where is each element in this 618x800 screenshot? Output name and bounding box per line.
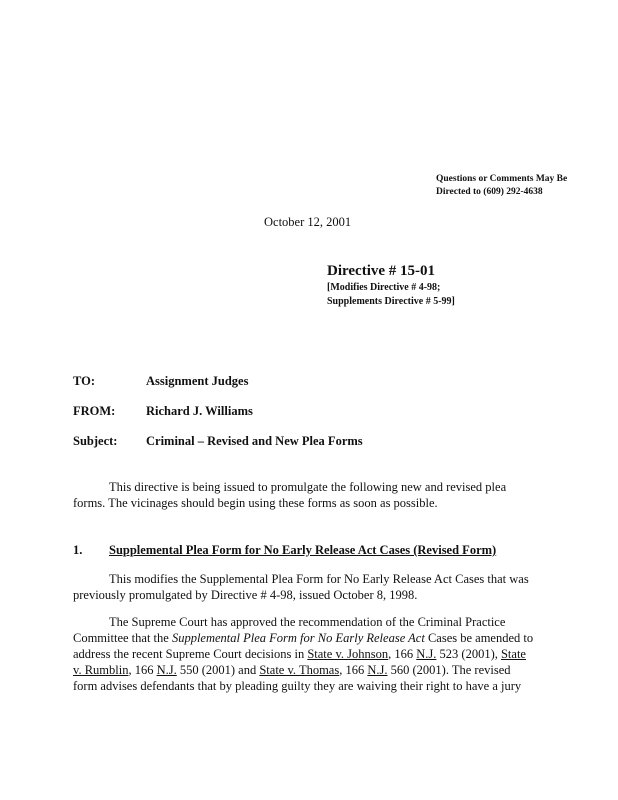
contact-info bbox=[436, 173, 567, 199]
section-p1-line-2: previously promulgated by Directive # 4-98, issued October 8, 1998. bbox=[73, 588, 418, 602]
p2-line-5: form advises defendants that by pleading guilty they are waiving their right to have a jury bbox=[73, 679, 522, 693]
case-citation-johnson: State v. Johnson bbox=[307, 647, 389, 661]
intro-line-1: This directive is being issued to promulgate the following new and revised plea bbox=[109, 480, 507, 494]
directive-modifies: [Modifies Directive # 4-98; bbox=[327, 282, 441, 293]
subject-value: Criminal – Revised and New Plea Forms bbox=[146, 434, 363, 448]
section-p1-line-1: This modifies the Supplemental Plea Form for No Early Release Act Cases that was bbox=[109, 572, 529, 586]
p2-line-2: Committee that the Supplemental Plea Form for No Early Release Act Cases be amended to bbox=[73, 631, 534, 645]
document-date: October 12, 2001 bbox=[264, 215, 352, 229]
directive-references bbox=[327, 281, 455, 309]
subject-label: Subject: bbox=[73, 434, 118, 448]
to-value: Assignment Judges bbox=[146, 374, 249, 388]
p2-line-4: v. Rumblin, 166 N.J. 550 (2001) and State v. Thomas, 166 N.J. 560 (2001). The revised bbox=[73, 663, 511, 677]
case-citation-rumblin-start: State bbox=[500, 647, 526, 661]
contact-line-1: Questions or Comments May Be bbox=[436, 174, 568, 184]
intro-paragraph bbox=[73, 479, 553, 511]
section-title: Supplemental Plea Form for No Early Release Act Cases (Revised Form) bbox=[109, 543, 497, 557]
section-paragraph-2 bbox=[73, 614, 553, 694]
intro-line-2: forms. The vicinages should begin using these forms as soon as possible. bbox=[73, 496, 438, 510]
p2-line-3: address the recent Supreme Court decisions in State v. Johnson, 166 N.J. 523 (2001), State bbox=[73, 647, 526, 661]
reporter-nj: N.J. bbox=[367, 663, 388, 677]
directive-supplements: Supplements Directive # 5-99] bbox=[327, 296, 455, 307]
case-citation-rumblin-end: v. Rumblin bbox=[73, 663, 129, 677]
section-paragraph-1 bbox=[73, 571, 553, 603]
directive-title: Directive # 15-01 bbox=[327, 263, 436, 279]
case-citation-thomas: State v. Thomas bbox=[259, 663, 340, 677]
reporter-nj: N.J. bbox=[156, 663, 177, 677]
from-label: FROM: bbox=[73, 404, 116, 418]
section-number: 1. bbox=[73, 543, 83, 557]
reporter-nj: N.J. bbox=[416, 647, 437, 661]
form-name-italic: Supplemental Plea Form for No Early Release Act bbox=[171, 631, 425, 645]
contact-line-2: Directed to (609) 292-4638 bbox=[436, 187, 543, 197]
to-label: TO: bbox=[73, 374, 95, 388]
p2-line-1: The Supreme Court has approved the recommendation of the Criminal Practice bbox=[109, 615, 506, 629]
from-value: Richard J. Williams bbox=[146, 404, 253, 418]
